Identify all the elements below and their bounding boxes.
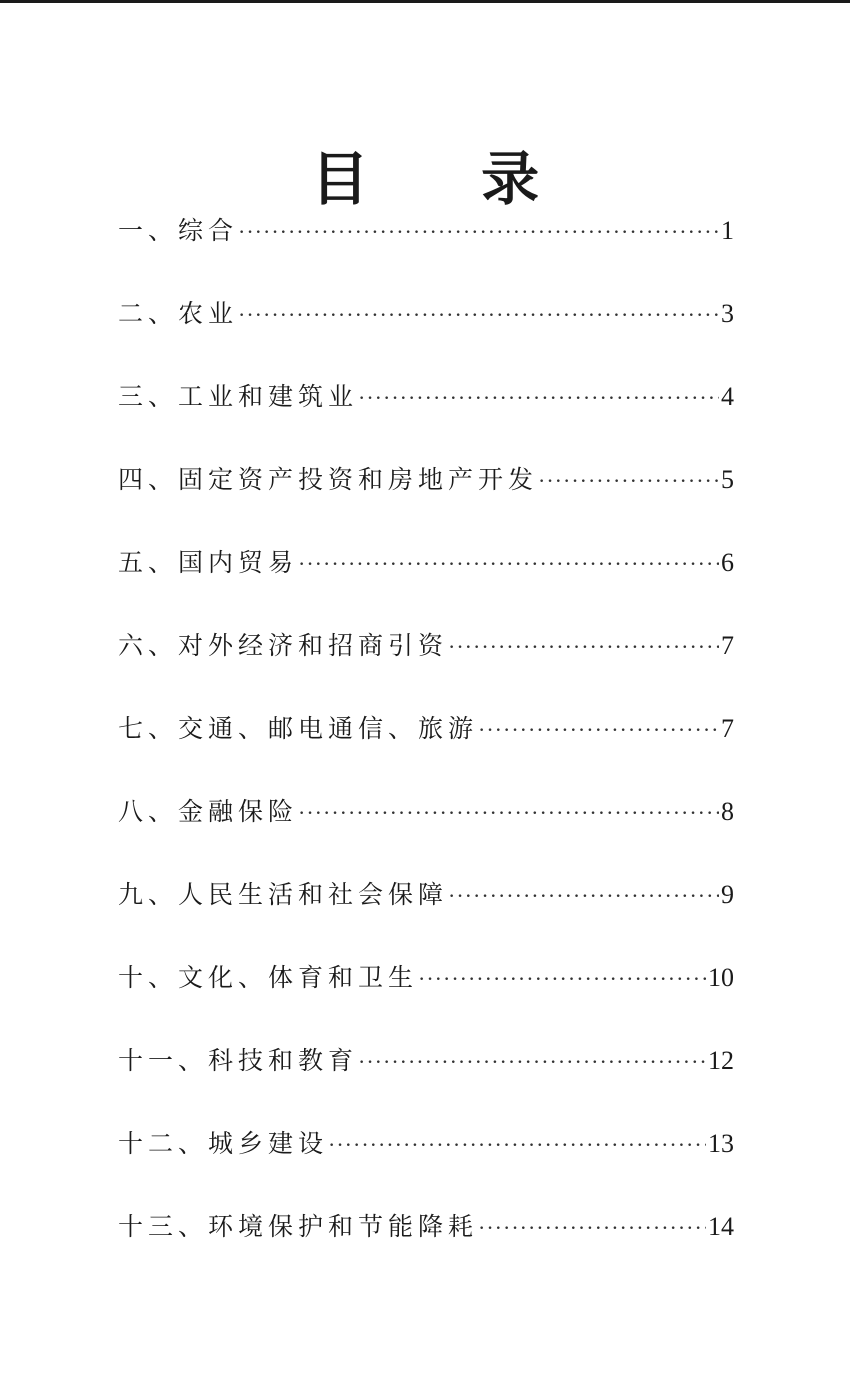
toc-entry-label: 五、国内贸易: [118, 548, 299, 577]
toc-entry-page: 1: [721, 216, 734, 245]
dot-leader: [238, 289, 719, 341]
dot-leader: [538, 455, 719, 507]
toc-entry-label: 十三、环境保护和节能降耗: [118, 1212, 479, 1241]
dot-leader: [448, 870, 719, 922]
page-title: 目 录: [310, 144, 586, 213]
dot-leader: [478, 704, 719, 756]
toc-entry-label: 四、固定资产投资和房地产开发: [118, 465, 539, 494]
toc-entry-page: 6: [721, 548, 734, 577]
toc-entry[interactable]: [118, 1035, 734, 1118]
toc-entry-page: 5: [721, 465, 734, 494]
toc-entry-page: 7: [721, 714, 734, 743]
toc-entry[interactable]: [118, 703, 734, 786]
toc-entry-page: 8: [721, 797, 734, 826]
toc-entry-page: 7: [721, 631, 734, 660]
toc-entry-label: 三、工业和建筑业: [118, 382, 359, 411]
dot-leader: [298, 787, 719, 839]
table-of-contents: [118, 205, 734, 1284]
toc-entry-label: 九、人民生活和社会保障: [118, 880, 449, 909]
dot-leader: [358, 1036, 706, 1088]
toc-entry[interactable]: [118, 288, 734, 371]
toc-entry[interactable]: [118, 205, 734, 288]
toc-entry-label: 八、金融保险: [118, 797, 299, 826]
dot-leader: [298, 538, 719, 590]
toc-entry-page: 3: [721, 299, 734, 328]
toc-entry[interactable]: [118, 454, 734, 537]
toc-entry[interactable]: [118, 952, 734, 1035]
toc-entry-label: 七、交通、邮电通信、旅游: [118, 714, 479, 743]
dot-leader: [418, 953, 706, 1005]
toc-entry-page: 4: [721, 382, 734, 411]
toc-entry[interactable]: [118, 1201, 734, 1284]
toc-entry-label: 二、农业: [118, 299, 239, 328]
toc-entry-label: 十一、科技和教育: [118, 1046, 359, 1075]
toc-entry-page: 9: [721, 880, 734, 909]
dot-leader: [478, 1202, 706, 1254]
toc-entry-label: 一、综合: [118, 216, 239, 245]
dot-leader: [358, 372, 719, 424]
toc-entry[interactable]: [118, 1118, 734, 1201]
toc-entry[interactable]: [118, 371, 734, 454]
top-border-rule: [0, 0, 850, 3]
dot-leader: [448, 621, 719, 673]
dot-leader: [238, 206, 719, 258]
toc-entry[interactable]: [118, 786, 734, 869]
toc-entry-page: 12: [708, 1046, 734, 1075]
toc-entry-page: 10: [708, 963, 734, 992]
toc-entry-label: 六、对外经济和招商引资: [118, 631, 449, 660]
toc-entry[interactable]: [118, 869, 734, 952]
toc-entry[interactable]: [118, 537, 734, 620]
toc-entry-label: 十、文化、体育和卫生: [118, 963, 419, 992]
dot-leader: [328, 1119, 706, 1171]
toc-entry-page: 13: [708, 1129, 734, 1158]
toc-entry[interactable]: [118, 620, 734, 703]
toc-entry-page: 14: [708, 1212, 734, 1241]
toc-entry-label: 十二、城乡建设: [118, 1129, 329, 1158]
